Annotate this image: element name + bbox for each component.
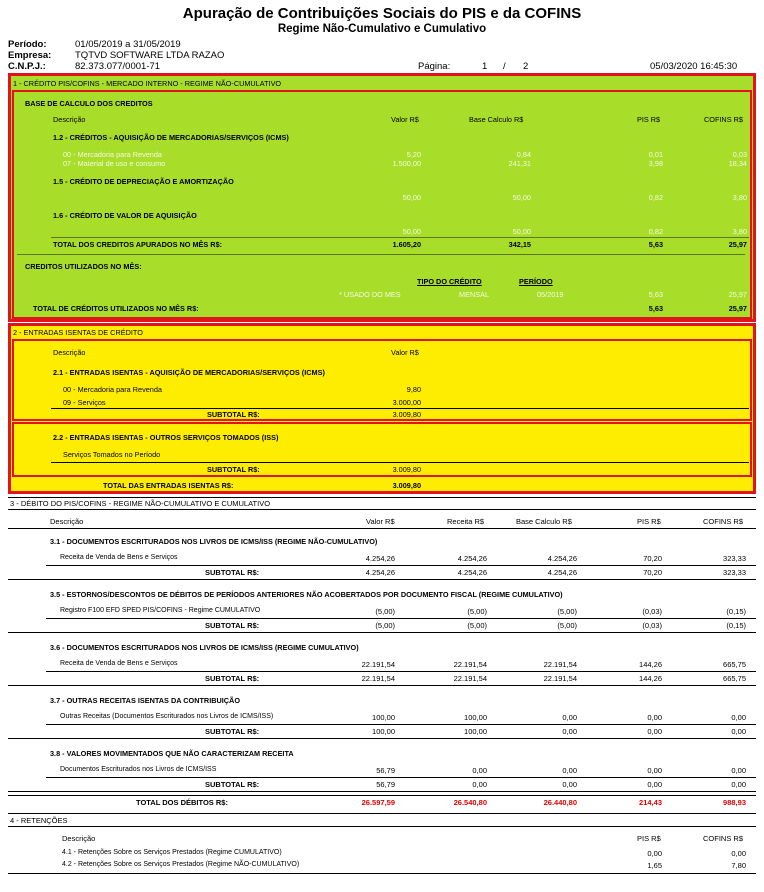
subtotal-c: 323,33 — [723, 568, 746, 577]
debit-group-heading: 3.8 - VALORES MOVIMENTADOS QUE NÃO CARACTERIZAM RECEITA — [50, 749, 294, 758]
subtotal-label: SUBTOTAL R$: — [205, 674, 260, 683]
retencao-row-desc: 4.2 - Retenções Sobre os Serviços Prestados (Regime NÃO-CUMULATIVO) — [62, 861, 300, 868]
total-debitos-valor: 26.597,59 — [361, 798, 395, 807]
subtotal-valor: 3.009,80 — [392, 465, 421, 474]
debit-row-c: 0,00 — [731, 713, 746, 722]
subtotal-label: SUBTOTAL R$: — [205, 568, 260, 577]
total-creditos-utilizados-label: TOTAL DE CRÉDITOS UTILIZADOS NO MÊS R$: — [33, 304, 199, 313]
debit-row-p: (0,03) — [642, 607, 662, 616]
subtotal-p: 0,00 — [647, 780, 662, 789]
section1-title: 1 - CRÉDITO PIS/COFINS - MERCADO INTERNO - REGIME NÃO-CUMULATIVO — [13, 79, 282, 88]
subtotal-p: 70,20 — [643, 568, 662, 577]
subtotal-r: 100,00 — [464, 727, 487, 736]
total-debitos-receita: 26.540,80 — [453, 798, 487, 807]
subtotal-v: (5,00) — [375, 621, 395, 630]
credit-row-base: 241,31 — [508, 159, 531, 168]
subtotal-v: 4.254,26 — [365, 568, 395, 577]
total-creditos-cofins: 25,97 — [728, 240, 747, 249]
usado-cofins: 25,97 — [728, 290, 747, 299]
total-creditos-base: 342,15 — [508, 240, 531, 249]
debit-group-heading: 3.7 - OUTRAS RECEITAS ISENTAS DA CONTRIBUIÇÃO — [50, 696, 240, 705]
subtotal-b: 0,00 — [562, 727, 577, 736]
debit-row-v: 22.191,54 — [361, 660, 395, 669]
credit-row-pis: 0,82 — [648, 227, 663, 236]
credit-row-cofins: 3,80 — [732, 193, 747, 202]
credit-row-cofins: 3,80 — [732, 227, 747, 236]
col-descricao: Descrição — [53, 115, 86, 124]
col-cofins: COFINS R$ — [704, 115, 743, 124]
group-1-2-heading: 1.2 - CRÉDITOS - AQUISIÇÃO DE MERCADORIAS/SERVIÇOS (ICMS) — [53, 133, 289, 142]
subtotal-v: 56,79 — [376, 780, 395, 789]
retencao-row-desc: 4.1 - Retenções Sobre os Serviços Prestados (Regime CUMULATIVO) — [62, 849, 282, 856]
col-descricao: Descrição — [50, 517, 84, 526]
isenta-row-valor: 9,80 — [406, 385, 421, 394]
section3-title: 3 - DÉBITO DO PIS/COFINS - REGIME NÃO-CUMULATIVO E CUMULATIVO — [10, 499, 271, 508]
subtotal-b: 22.191,54 — [543, 674, 577, 683]
credit-row-cofins: 0,03 — [732, 150, 747, 159]
debit-row-r: 22.191,54 — [453, 660, 487, 669]
subtotal-label: SUBTOTAL R$: — [207, 410, 260, 419]
col-base-calculo: Base Calculo R$ — [469, 115, 524, 124]
col-cofins: COFINS R$ — [703, 834, 744, 843]
pagina-number: 1 — [482, 61, 488, 72]
subtotal-r: (5,00) — [467, 621, 487, 630]
subtotal-c: 0,00 — [731, 780, 746, 789]
subtotal-v: 100,00 — [372, 727, 395, 736]
usado-mes-label: * USADO DO MES — [339, 290, 401, 299]
periodo-value: 01/05/2019 a 31/05/2019 — [75, 39, 181, 50]
col-pis: PIS R$ — [637, 115, 661, 124]
subtotal-p: 0,00 — [647, 727, 662, 736]
credit-row-pis: 3,98 — [648, 159, 663, 168]
debit-row-p: 70,20 — [643, 554, 662, 563]
isenta-row-desc: 00 - Mercadoria para Revenda — [63, 385, 162, 394]
total-debitos-base: 26.440,80 — [543, 798, 577, 807]
col-tipo-credito: TIPO DO CRÉDITO — [417, 277, 482, 286]
empresa-value: TQTVD SOFTWARE LTDA RAZAO — [75, 50, 225, 61]
debit-row-v: 4.254,26 — [365, 554, 395, 563]
debit-group-heading: 3.6 - DOCUMENTOS ESCRITURADOS NOS LIVROS DE ICMS/ISS (REGIME CUMULATIVO) — [50, 643, 359, 652]
subtotal-b: 0,00 — [562, 780, 577, 789]
pagina-separator: / — [503, 61, 506, 72]
total-utilizados-pis: 5,63 — [648, 304, 663, 313]
isenta-row-desc: Serviços Tomados no Período — [63, 450, 161, 459]
debit-row-desc: Documentos Escriturados nos Livros de ICMS/ISS — [60, 766, 217, 773]
col-periodo: PERÍODO — [519, 277, 553, 286]
retencao-row-pis: 0,00 — [647, 849, 662, 858]
section-credito — [8, 73, 756, 322]
credit-row-pis: 0,82 — [648, 193, 663, 202]
col-pis: PIS R$ — [637, 517, 661, 526]
subtotal-b: (5,00) — [557, 621, 577, 630]
credit-row-base: 0,84 — [516, 150, 531, 159]
subtotal-r: 0,00 — [472, 780, 487, 789]
credit-row-base: 50,00 — [512, 193, 531, 202]
total-entradas-isentas-value: 3.009,80 — [392, 481, 421, 490]
group-1-6-heading: 1.6 - CRÉDITO DE VALOR DE AQUISIÇÃO — [53, 211, 197, 220]
empresa-label: Empresa: — [8, 50, 52, 61]
credit-row-desc: 00 - Mercadoria para Revenda — [63, 150, 162, 159]
col-valor: Valor R$ — [391, 115, 419, 124]
debit-row-b: 22.191,54 — [543, 660, 577, 669]
debit-row-r: 0,00 — [472, 766, 487, 775]
credit-row-valor: 5,20 — [406, 150, 421, 159]
periodo-value: 05/2019 — [537, 290, 564, 299]
credit-row-base: 50,00 — [512, 227, 531, 236]
col-base-calculo: Base Calculo R$ — [516, 517, 572, 526]
debit-group-heading: 3.1 - DOCUMENTOS ESCRITURADOS NOS LIVROS DE ICMS/ISS (REGIME NÃO-CUMULATIVO) — [50, 537, 378, 546]
credit-row-cofins: 18,34 — [728, 159, 747, 168]
debit-row-desc: Registro F100 EFD SPED PIS/COFINS - Regime CUMULATIVO — [60, 607, 261, 614]
usado-pis: 5,63 — [648, 290, 663, 299]
debit-row-b: 0,00 — [562, 713, 577, 722]
debit-row-b: 4.254,26 — [547, 554, 577, 563]
debit-row-v: (5,00) — [375, 607, 395, 616]
col-pis: PIS R$ — [637, 834, 661, 843]
total-debitos-pis: 214,43 — [639, 798, 662, 807]
subtotal-v: 22.191,54 — [361, 674, 395, 683]
debit-row-p: 0,00 — [647, 713, 662, 722]
group-2-2-heading: 2.2 - ENTRADAS ISENTAS - OUTROS SERVIÇOS TOMADOS (ISS) — [53, 433, 279, 442]
section2-title: 2 - ENTRADAS ISENTAS DE CRÉDITO — [13, 328, 143, 337]
debit-row-v: 100,00 — [372, 713, 395, 722]
subtotal-label: SUBTOTAL R$: — [205, 780, 260, 789]
subtotal-p: 144,26 — [639, 674, 662, 683]
debit-row-r: (5,00) — [467, 607, 487, 616]
retencao-row-cofins: 7,80 — [731, 861, 746, 870]
cnpj-value: 82.373.077/0001-71 — [75, 61, 161, 72]
credit-row-valor: 50,00 — [402, 193, 421, 202]
total-entradas-isentas-label: TOTAL DAS ENTRADAS ISENTAS R$: — [103, 481, 234, 490]
debit-row-r: 4.254,26 — [457, 554, 487, 563]
section4-title: 4 - RETENÇÕES — [10, 816, 68, 825]
cnpj-label: C.N.P.J.: — [8, 61, 46, 72]
subtotal-c: 0,00 — [731, 727, 746, 736]
debit-row-r: 100,00 — [464, 713, 487, 722]
col-receita: Receita R$ — [447, 517, 485, 526]
credit-row-valor: 50,00 — [402, 227, 421, 236]
retencao-row-cofins: 0,00 — [731, 849, 746, 858]
isenta-row-desc: 09 - Serviços — [63, 398, 106, 407]
base-calculo-heading: BASE DE CALCULO DOS CREDITOS — [25, 99, 153, 108]
subtotal-c: (0,15) — [726, 621, 746, 630]
subtotal-valor: 3.009,80 — [392, 410, 421, 419]
col-valor: Valor R$ — [366, 517, 395, 526]
section-entradas-isentas — [8, 323, 756, 494]
debit-row-p: 144,26 — [639, 660, 662, 669]
subtotal-b: 4.254,26 — [547, 568, 577, 577]
report-datetime: 05/03/2020 16:45:30 — [650, 61, 738, 72]
debit-row-desc: Receita de Venda de Bens e Serviços — [60, 660, 178, 667]
pagina-total: 2 — [523, 61, 529, 72]
subtotal-r: 22.191,54 — [453, 674, 487, 683]
report-subtitle: Regime Não-Cumulativo e Cumulativo — [277, 23, 487, 35]
col-descricao: Descrição — [62, 834, 96, 843]
total-creditos-pis: 5,63 — [648, 240, 663, 249]
subtotal-p: (0,03) — [642, 621, 662, 630]
debit-row-c: 0,00 — [731, 766, 746, 775]
group-2-1-heading: 2.1 - ENTRADAS ISENTAS - AQUISIÇÃO DE MERCADORIAS/SERVIÇOS (ICMS) — [53, 368, 325, 377]
total-creditos-apurados-label: TOTAL DOS CREDITOS APURADOS NO MÊS R$: — [53, 240, 223, 249]
total-utilizados-cofins: 25,97 — [728, 304, 747, 313]
total-creditos-valor: 1.605,20 — [392, 240, 421, 249]
debit-group-heading: 3.5 - ESTORNOS/DESCONTOS DE DÉBITOS DE PERÍODOS ANTERIORES NÃO ACOBERTADOS POR DOCUMENTO FISCAL (REGIME CUMULATIVO) — [50, 590, 563, 599]
debit-row-p: 0,00 — [647, 766, 662, 775]
isenta-row-valor: 3.000,00 — [392, 398, 421, 407]
subtotal-c: 665,75 — [723, 674, 746, 683]
credit-calc-frame — [12, 90, 752, 319]
debit-row-c: (0,15) — [726, 607, 746, 616]
col-descricao: Descrição — [53, 348, 86, 357]
retencao-row-pis: 1,65 — [647, 861, 662, 870]
debit-row-b: (5,00) — [557, 607, 577, 616]
debit-row-c: 323,33 — [723, 554, 746, 563]
subtotal-label: SUBTOTAL R$: — [205, 727, 260, 736]
credit-row-valor: 1.500,00 — [392, 159, 421, 168]
debit-row-v: 56,79 — [376, 766, 395, 775]
report-title: Apuração de Contribuições Sociais do PIS e da COFINS — [182, 5, 582, 22]
debit-row-desc: Outras Receitas (Documentos Escriturados nos Livros de ICMS/ISS) — [60, 713, 274, 720]
total-debitos-label: TOTAL DOS DÉBITOS R$: — [136, 798, 228, 807]
pagina-label: Página: — [418, 61, 451, 72]
debit-row-desc: Receita de Venda de Bens e Serviços — [60, 554, 178, 561]
creditos-utilizados-heading: CREDITOS UTILIZADOS NO MÊS: — [25, 262, 142, 271]
subtotal-r: 4.254,26 — [457, 568, 487, 577]
total-debitos-cofins: 988,93 — [723, 798, 746, 807]
col-cofins: COFINS R$ — [703, 517, 744, 526]
tipo-credito-value: MENSAL — [459, 290, 490, 299]
credit-row-desc: 07 - Material de uso e consumo — [63, 159, 166, 168]
subtotal-label: SUBTOTAL R$: — [207, 465, 260, 474]
debit-row-c: 665,75 — [723, 660, 746, 669]
group-1-5-heading: 1.5 - CRÉDITO DE DEPRECIAÇÃO E AMORTIZAÇÃO — [53, 177, 234, 186]
debit-row-b: 0,00 — [562, 766, 577, 775]
periodo-label: Período: — [8, 39, 47, 50]
subtotal-label: SUBTOTAL R$: — [205, 621, 260, 630]
credit-row-pis: 0,01 — [648, 150, 663, 159]
col-valor: Valor R$ — [391, 348, 419, 357]
